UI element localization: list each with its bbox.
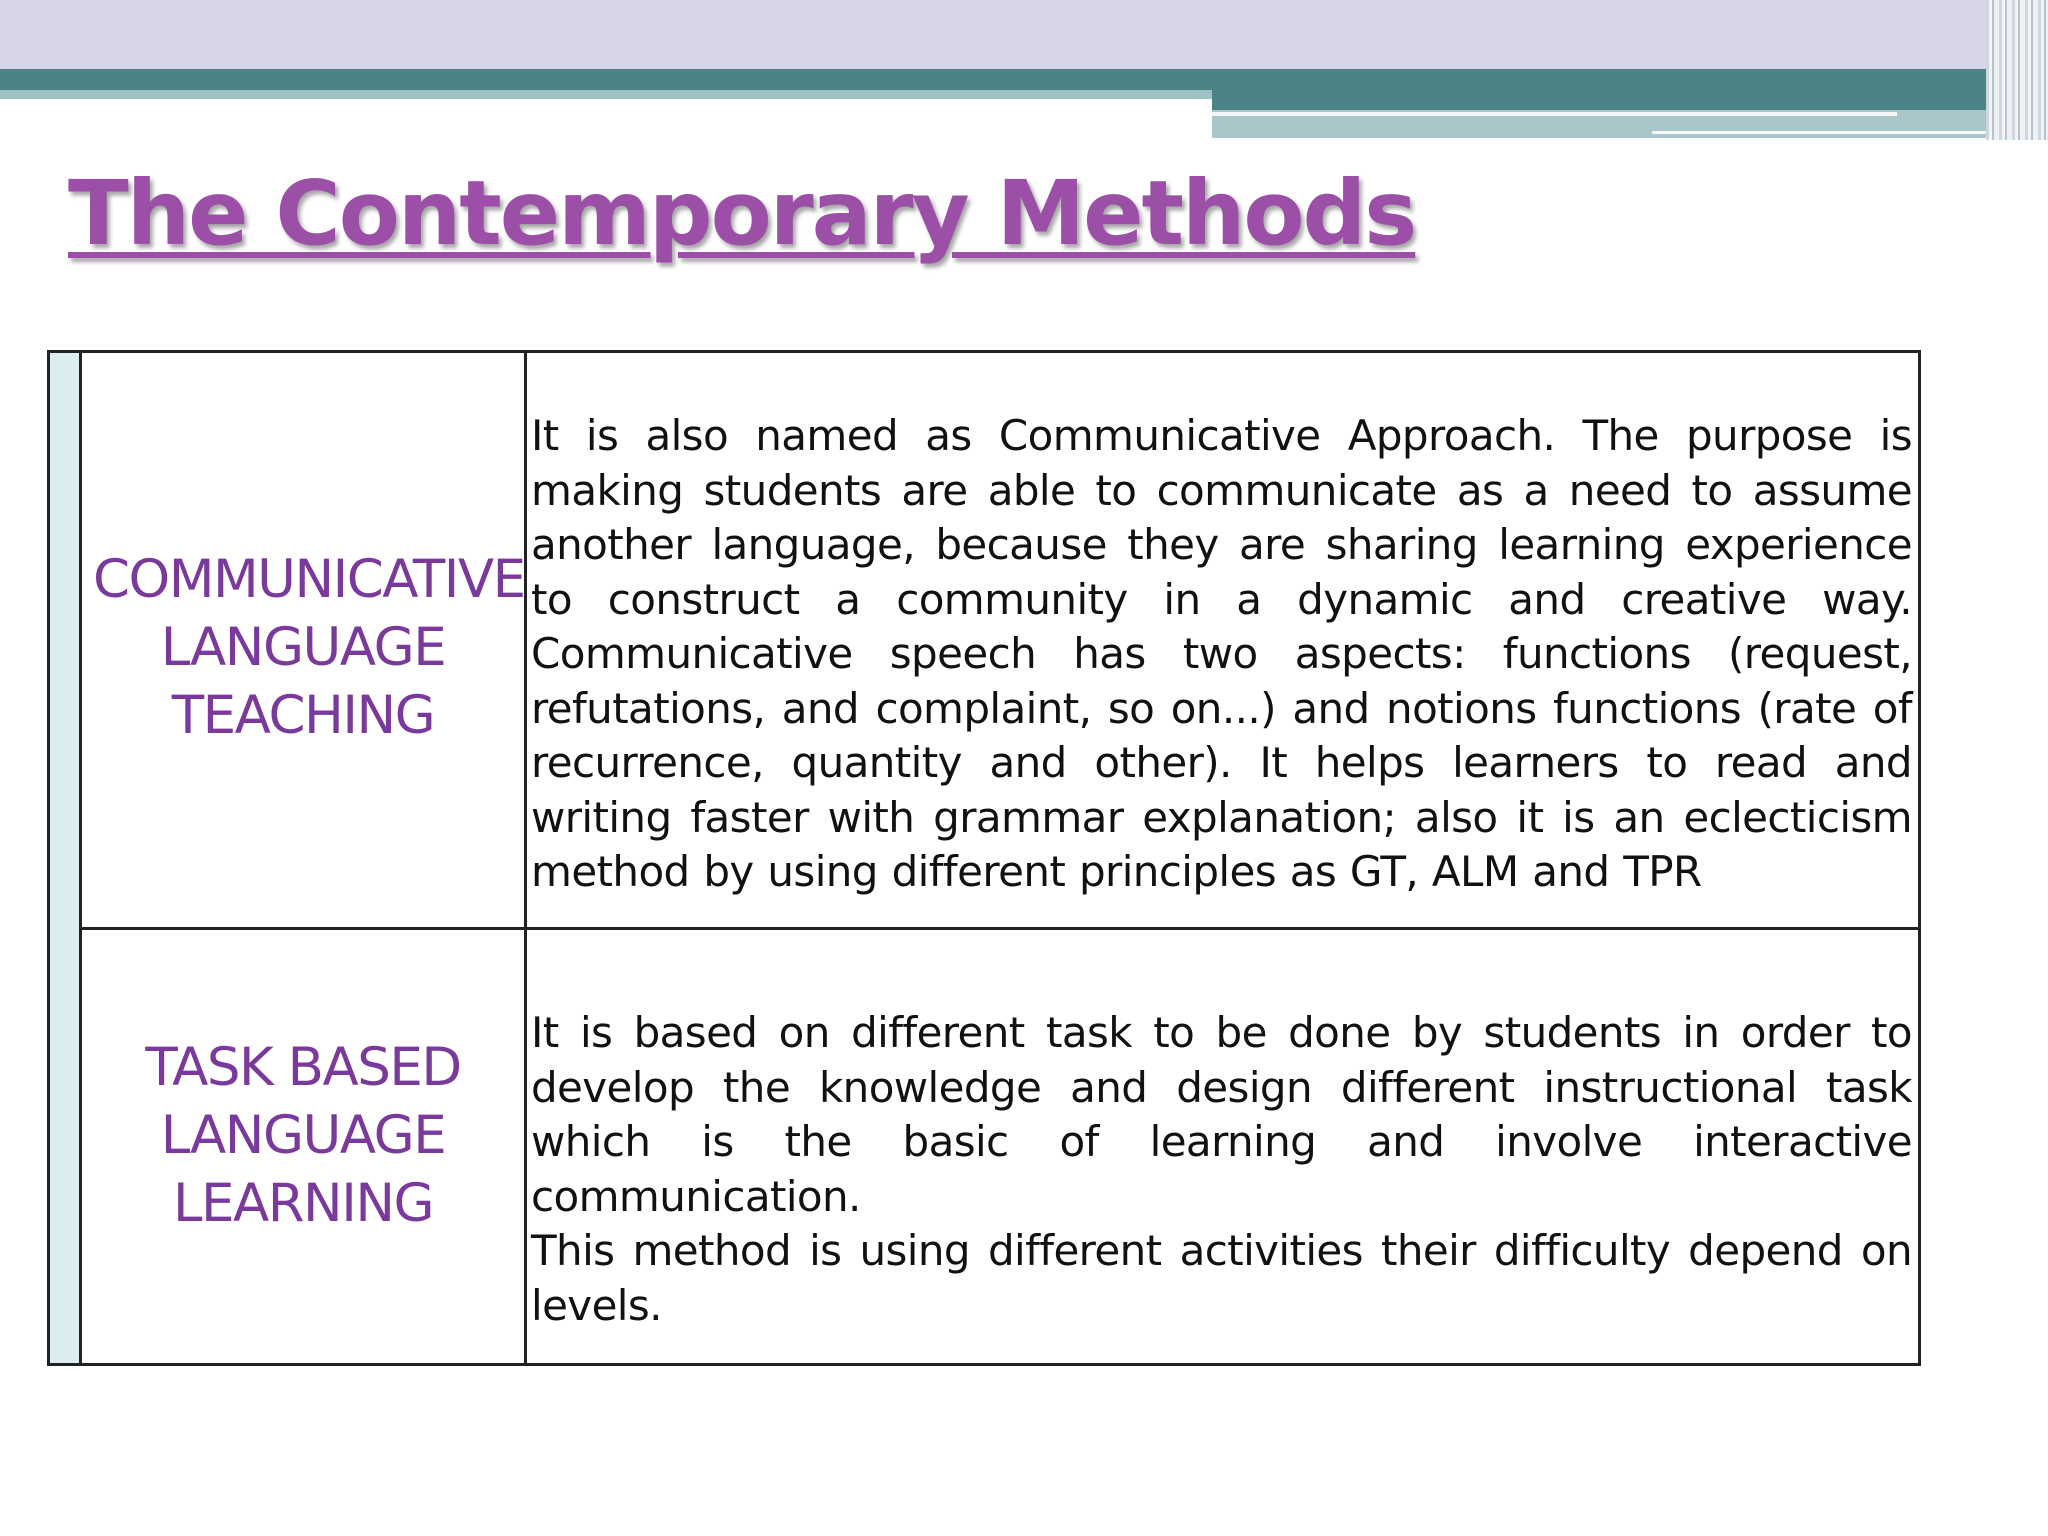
table-rows [82, 353, 1918, 1363]
header-edge-stripes [1986, 0, 2048, 140]
header-band-teal [0, 69, 2048, 90]
method-name-cell [82, 353, 527, 927]
method-description-cell [527, 353, 1918, 927]
slide-title: The Contemporary Methods [68, 161, 1416, 265]
table-row [82, 353, 1918, 930]
header-accent-line [1212, 112, 1897, 116]
header-accent-line-short [1652, 131, 2032, 134]
table-side-strip [50, 353, 82, 1363]
method-description-cell [527, 930, 1918, 1363]
method-name: TASK BASED LANGUAGE LEARNING [145, 1036, 461, 1234]
method-description-paragraph: This method is using different activities their difficulty depend on levels. [531, 1226, 1912, 1330]
method-name-cell [82, 930, 527, 1363]
method-description-paragraph: It is also named as Communicative Approach. The purpose is making students are able to communicate as a need to assume another language, because they are sharing learning experience to construct a community in a dynamic and creative way. Communicative speech has two aspects: functions (request, refutations, and complaint, so on...) and notions functions (rate of recurrence, quantity and other). It helps learners to read and writing faster with grammar explanation; also it is an eclecticism method by using different principles as GT, ALM and TPR [531, 411, 1912, 896]
method-description-paragraph: It is based on different task to be done by students in order to develop the knowledge and design different instructional task which is the basic of learning and involve interactive communication. [531, 1008, 1912, 1221]
method-name: COMMUNICATIVE LANGUAGE TEACHING [93, 549, 525, 746]
header-band-lavender [0, 0, 2048, 69]
header-band-teal-step [1212, 90, 2032, 110]
table-row [82, 930, 1918, 1363]
header-band-teal-light [0, 90, 1212, 99]
methods-table [47, 350, 1921, 1366]
